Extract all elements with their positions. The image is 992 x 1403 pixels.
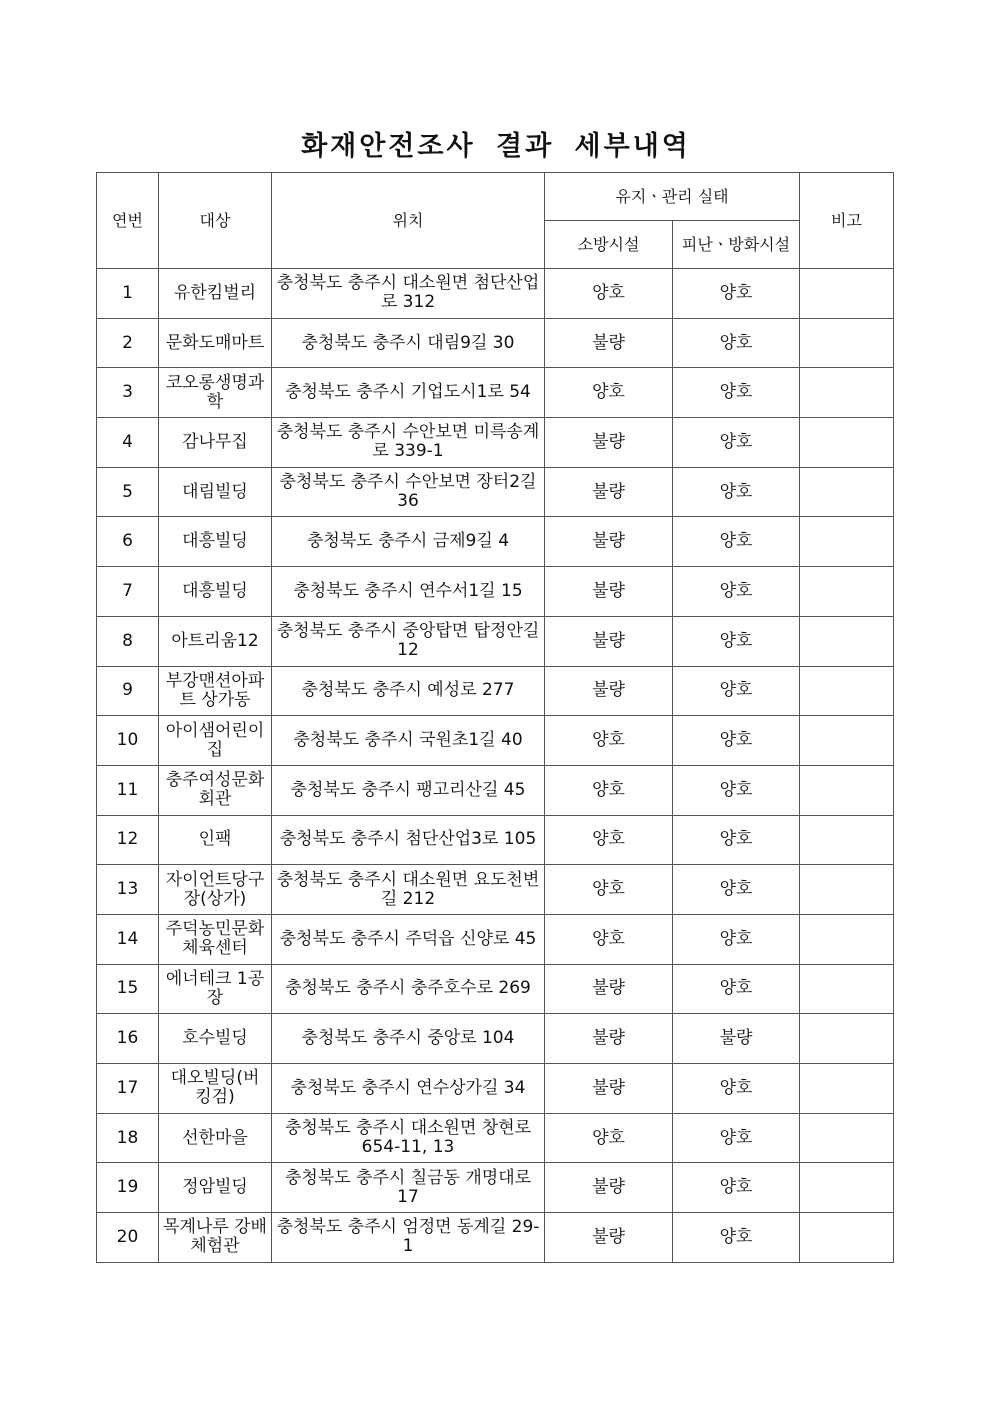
row-number: 20	[97, 1213, 159, 1263]
row-location: 충청북도 충주시 연수서1길 15	[272, 567, 545, 617]
row-remarks	[800, 616, 894, 666]
row-fire-facility-status: 불량	[545, 517, 673, 567]
row-remarks	[800, 567, 894, 617]
row-evacuation-status: 양호	[673, 1213, 800, 1263]
row-remarks	[800, 517, 894, 567]
row-evacuation-status: 양호	[673, 716, 800, 766]
row-target: 대흥빌딩	[159, 517, 272, 567]
row-evacuation-status: 양호	[673, 269, 800, 319]
row-remarks	[800, 467, 894, 517]
row-target: 대림빌딩	[159, 467, 272, 517]
row-target: 충주여성문화회관	[159, 765, 272, 815]
row-location: 충청북도 충주시 대소원면 요도천변길 212	[272, 865, 545, 915]
row-target: 아트리움12	[159, 616, 272, 666]
table-body	[97, 269, 894, 1263]
row-remarks	[800, 1014, 894, 1064]
row-remarks	[800, 914, 894, 964]
row-remarks	[800, 1163, 894, 1213]
row-evacuation-status: 양호	[673, 964, 800, 1014]
row-evacuation-status: 양호	[673, 318, 800, 368]
row-evacuation-status: 양호	[673, 815, 800, 865]
row-evacuation-status: 양호	[673, 1064, 800, 1114]
row-fire-facility-status: 양호	[545, 1113, 673, 1163]
header-fire-facility: 소방시설	[545, 221, 673, 269]
row-number: 10	[97, 716, 159, 766]
row-target: 정암빌딩	[159, 1163, 272, 1213]
table-row	[97, 815, 894, 865]
row-number: 8	[97, 616, 159, 666]
row-fire-facility-status: 불량	[545, 964, 673, 1014]
table-row	[97, 467, 894, 517]
row-remarks	[800, 716, 894, 766]
row-evacuation-status: 불량	[673, 1014, 800, 1064]
table-row	[97, 1113, 894, 1163]
row-evacuation-status: 양호	[673, 1163, 800, 1213]
row-number: 9	[97, 666, 159, 716]
row-location: 충청북도 충주시 첨단산업3로 105	[272, 815, 545, 865]
row-number: 4	[97, 418, 159, 468]
row-remarks	[800, 666, 894, 716]
row-evacuation-status: 양호	[673, 368, 800, 418]
row-location: 충청북도 충주시 주덕읍 신양로 45	[272, 914, 545, 964]
row-target: 대흥빌딩	[159, 567, 272, 617]
row-target: 자이언트당구장(상가)	[159, 865, 272, 915]
row-fire-facility-status: 양호	[545, 914, 673, 964]
row-fire-facility-status: 불량	[545, 1064, 673, 1114]
row-number: 14	[97, 914, 159, 964]
row-remarks	[800, 269, 894, 319]
row-evacuation-status: 양호	[673, 666, 800, 716]
row-fire-facility-status: 불량	[545, 1213, 673, 1263]
row-fire-facility-status: 불량	[545, 418, 673, 468]
row-location: 충청북도 충주시 대소원면 첨단산업로 312	[272, 269, 545, 319]
row-fire-facility-status: 불량	[545, 567, 673, 617]
row-target: 유한킴벌리	[159, 269, 272, 319]
row-fire-facility-status: 양호	[545, 269, 673, 319]
row-fire-facility-status: 불량	[545, 318, 673, 368]
header-status-group: 유지ㆍ관리 실태	[545, 173, 800, 221]
row-evacuation-status: 양호	[673, 418, 800, 468]
row-fire-facility-status: 불량	[545, 666, 673, 716]
table-row	[97, 318, 894, 368]
row-fire-facility-status: 불량	[545, 467, 673, 517]
table-row	[97, 666, 894, 716]
row-location: 충청북도 충주시 팽고리산길 45	[272, 765, 545, 815]
row-fire-facility-status: 양호	[545, 716, 673, 766]
row-number: 18	[97, 1113, 159, 1163]
row-location: 충청북도 충주시 예성로 277	[272, 666, 545, 716]
table-row	[97, 1213, 894, 1263]
row-remarks	[800, 368, 894, 418]
header-evacuation: 피난ㆍ방화시설	[673, 221, 800, 269]
row-number: 3	[97, 368, 159, 418]
row-number: 1	[97, 269, 159, 319]
row-number: 19	[97, 1163, 159, 1213]
row-number: 2	[97, 318, 159, 368]
row-evacuation-status: 양호	[673, 765, 800, 815]
header-target: 대상	[159, 173, 272, 269]
row-evacuation-status: 양호	[673, 517, 800, 567]
row-target: 코오롱생명과학	[159, 368, 272, 418]
row-evacuation-status: 양호	[673, 616, 800, 666]
row-fire-facility-status: 양호	[545, 765, 673, 815]
row-location: 충청북도 충주시 수안보면 장터2길 36	[272, 467, 545, 517]
table-row	[97, 865, 894, 915]
row-location: 충청북도 충주시 대림9길 30	[272, 318, 545, 368]
row-location: 충청북도 충주시 금제9길 4	[272, 517, 545, 567]
row-remarks	[800, 1213, 894, 1263]
row-remarks	[800, 318, 894, 368]
row-target: 감나무집	[159, 418, 272, 468]
header-location: 위치	[272, 173, 545, 269]
row-remarks	[800, 765, 894, 815]
row-number: 11	[97, 765, 159, 815]
table-row	[97, 368, 894, 418]
table-row	[97, 1163, 894, 1213]
row-number: 12	[97, 815, 159, 865]
table-row	[97, 964, 894, 1014]
row-number: 6	[97, 517, 159, 567]
row-location: 충청북도 충주시 충주호수로 269	[272, 964, 545, 1014]
row-fire-facility-status: 불량	[545, 1014, 673, 1064]
table-row	[97, 517, 894, 567]
row-location: 충청북도 충주시 연수상가길 34	[272, 1064, 545, 1114]
table-row	[97, 269, 894, 319]
row-location: 충청북도 충주시 대소원면 창현로 654-11, 13	[272, 1113, 545, 1163]
table-row	[97, 567, 894, 617]
row-remarks	[800, 1064, 894, 1114]
row-number: 13	[97, 865, 159, 915]
row-number: 7	[97, 567, 159, 617]
row-remarks	[800, 418, 894, 468]
table-row	[97, 914, 894, 964]
row-target: 호수빌딩	[159, 1014, 272, 1064]
row-number: 16	[97, 1014, 159, 1064]
row-fire-facility-status: 불량	[545, 616, 673, 666]
row-target: 에너테크 1공장	[159, 964, 272, 1014]
table-row	[97, 1064, 894, 1114]
row-evacuation-status: 양호	[673, 865, 800, 915]
header-remarks: 비고	[800, 173, 894, 269]
row-target: 대오빌딩(버킹검)	[159, 1064, 272, 1114]
inspection-results-table	[96, 172, 894, 1263]
row-evacuation-status: 양호	[673, 914, 800, 964]
table-row	[97, 716, 894, 766]
table-row	[97, 418, 894, 468]
row-fire-facility-status: 양호	[545, 368, 673, 418]
row-number: 15	[97, 964, 159, 1014]
row-location: 충청북도 충주시 국원초1길 40	[272, 716, 545, 766]
row-target: 목계나루 강배체험관	[159, 1213, 272, 1263]
row-target: 아이샘어린이집	[159, 716, 272, 766]
row-target: 인팩	[159, 815, 272, 865]
row-target: 주덕농민문화체육센터	[159, 914, 272, 964]
row-number: 5	[97, 467, 159, 517]
row-location: 충청북도 충주시 엄정면 동계길 29-1	[272, 1213, 545, 1263]
row-evacuation-status: 양호	[673, 1113, 800, 1163]
row-evacuation-status: 양호	[673, 567, 800, 617]
row-remarks	[800, 865, 894, 915]
row-remarks	[800, 815, 894, 865]
row-location: 충청북도 충주시 기업도시1로 54	[272, 368, 545, 418]
table-row	[97, 765, 894, 815]
row-number: 17	[97, 1064, 159, 1114]
row-target: 문화도매마트	[159, 318, 272, 368]
row-fire-facility-status: 불량	[545, 1163, 673, 1213]
row-evacuation-status: 양호	[673, 467, 800, 517]
row-remarks	[800, 1113, 894, 1163]
row-location: 충청북도 충주시 중앙탑면 탑정안길 12	[272, 616, 545, 666]
row-fire-facility-status: 양호	[545, 815, 673, 865]
table-row	[97, 616, 894, 666]
document-title: 화재안전조사 결과 세부내역	[301, 131, 691, 162]
header-no: 연번	[97, 173, 159, 269]
table-row	[97, 1014, 894, 1064]
row-location: 충청북도 충주시 칠금동 개명대로 17	[272, 1163, 545, 1213]
row-fire-facility-status: 양호	[545, 865, 673, 915]
row-location: 충청북도 충주시 수안보면 미륵송계로 339-1	[272, 418, 545, 468]
row-remarks	[800, 964, 894, 1014]
row-target: 부강맨션아파트 상가동	[159, 666, 272, 716]
row-location: 충청북도 충주시 중앙로 104	[272, 1014, 545, 1064]
row-target: 선한마을	[159, 1113, 272, 1163]
